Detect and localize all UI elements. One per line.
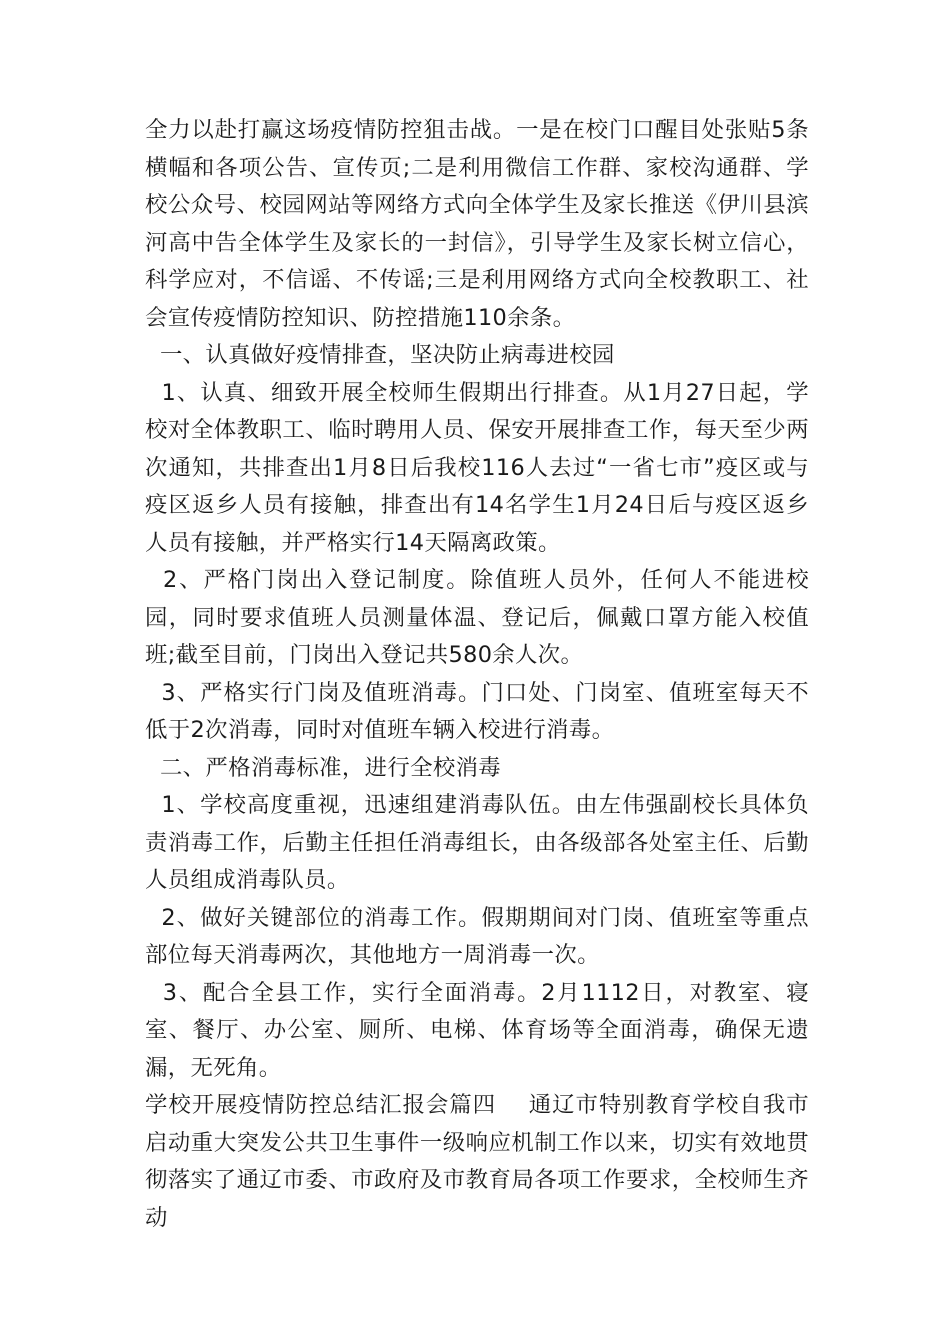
paragraph-gate-registration: 2、严格门岗出入登记制度。除值班人员外，任何人不能进校园，同时要求值班人员测量体温、登记后，佩戴口罩方能入校值班;截至目前，门岗出入登记共580余人次。 [145, 567, 809, 668]
section-heading-screening: 一、认真做好疫情排查，坚决防止病毒进校园 [145, 342, 615, 368]
paragraph-gate-disinfection: 3、严格实行门岗及值班消毒。门口处、门岗室、值班室每天不低于2次消毒，同时对值班车辆入校进行消毒。 [145, 679, 810, 743]
document-body [145, 112, 809, 1237]
section-heading-disinfection: 二、严格消毒标准，进行全校消毒 [145, 754, 502, 781]
paragraph-disinfection-team: 1、学校高度重视，迅速组建消毒队伍。由左伟强副校长具体负责消毒工作，后勤主任担任消毒组长，由各级部各处室主任、后勤人员组成消毒队员。 [145, 792, 810, 893]
paragraph-publicity-measures: 全力以赴打赢这场疫情防控狙击战。一是在校门口醒目处张贴5条横幅和各项公告、宣传页;二是利用微信工作群、家校沟通群、学校公众号、校园网站等网络方式向全体学生及家长推送《伊川县滨河高中告全体学生及家长的一封信》，引导学生及家长树立信心，科学应对，不信谣、不传谣;三是利用网络方式向全校教职工、社会宣传疫情防控知识、防控措施110余条。 [145, 117, 809, 331]
paragraph-key-areas: 2、做好关键部位的消毒工作。假期期间对门岗、值班室等重点部位每天消毒两次，其他地方一周消毒一次。 [145, 904, 810, 968]
paragraph-part-four-intro: 学校开展疫情防控总结汇报会篇四 通辽市特别教育学校自我市启动重大突发公共卫生事件一级响应机制工作以来，切实有效地贯彻落实了通辽市委、市政府及市教育局各项工作要求，全校师生齐动 [145, 1092, 809, 1231]
paragraph-full-disinfection: 3、配合全县工作，实行全面消毒。2月1112日，对教室、寝室、餐厅、办公室、厕所、电梯、体育场等全面消毒，确保无遗漏，无死角。 [145, 979, 810, 1081]
paragraph-travel-screening: 1、认真、细致开展全校师生假期出行排查。从1月27日起，学校对全体教职工、临时聘用人员、保安开展排查工作，每天至少两次通知，共排查出1月8日后我校116人去过“一省七市”疫区或与疫区返乡人员有接触，排查出有14名学生1月24日后与疫区返乡人员有接触，并严格实行14天隔离政策。 [145, 379, 809, 556]
